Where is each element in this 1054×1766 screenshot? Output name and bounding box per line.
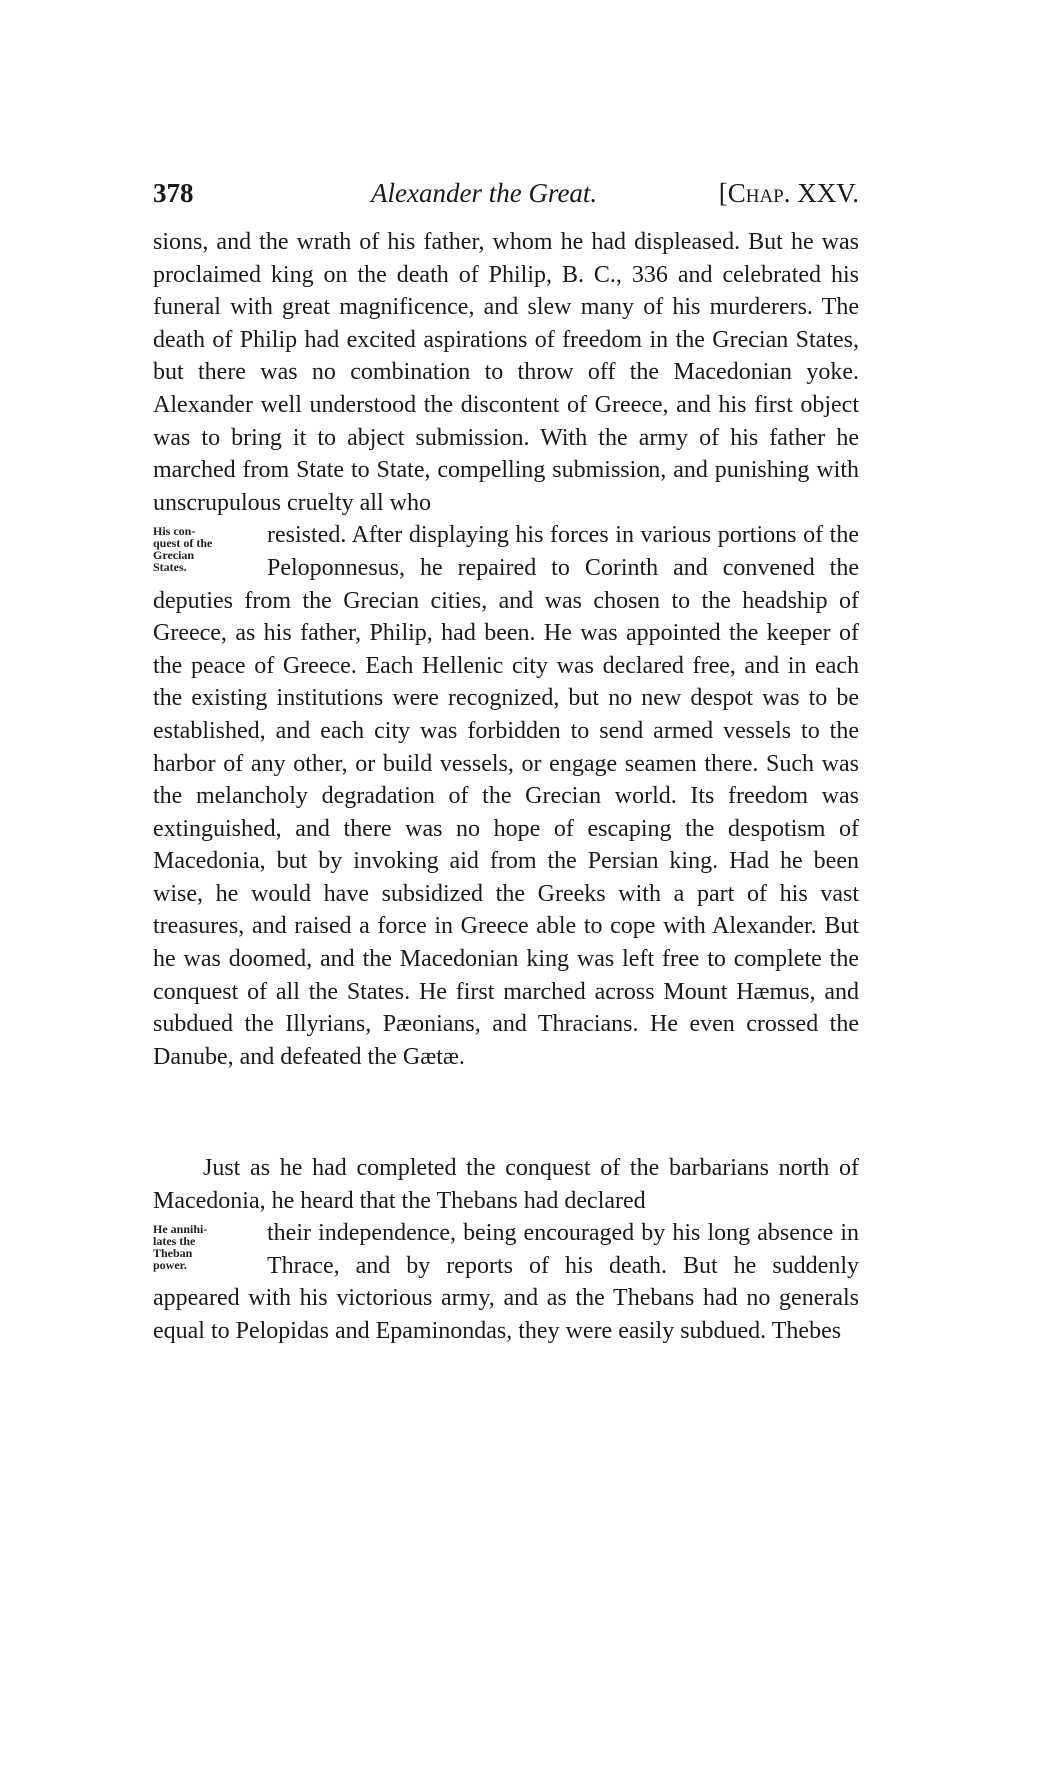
margin-note-conquest: His con- quest of the Grecian States. [153, 524, 213, 575]
running-header [153, 178, 859, 218]
paragraph-1-text-b: resisted. After displaying his forces in various portions of the Peloponnesus, he repaired to Corinth and convened the deputies from the Grecian cities, and was chosen to the headship of Greece, as his father, Philip, had been. He was appointed the keeper of the peace of Greece. Each Hellenic city was declared free, and in each the existing institutions were recognized, but no new despot was to be established, and each city was forbidden to send armed vessels to the harbor of any other, or build vessels, or engage seamen there. Such was the melancholy degradation of the Grecian world. Its freedom was extinguished, and there was no hope of escaping the despotism of Macedonia, but by invoking aid from the Persian king. Had he been wise, he would have subsidized the Greeks with a part of his vast treasures, and raised a force in Greece able to cope with Alexander. But he was doomed, and the Macedonian king was left free to complete the conquest of all the States. He first marched across Mount Hæmus, and subdued the Illyrians, Pæonians, and Thracians. He even crossed the Danube, and defeated the Gætæ. [153, 522, 859, 1070]
paragraph-2-text-a: Just as he had completed the conquest of the barbarians north of Macedonia, he heard that the Thebans had declared [153, 1155, 859, 1214]
paragraph-2-text-b: their independence, being encouraged by his long absence in Thrace, and by reports of his death. But he suddenly appeared with his victorious army, and as the Thebans had no generals equal to Pelopidas and Epaminondas, they were easily subdued. Thebes [153, 1220, 859, 1344]
running-title: Alexander the Great. [371, 178, 598, 208]
page-number: 378 [153, 178, 194, 208]
margin-note-theban: He annihi- lates the Theban power. [153, 1222, 208, 1273]
chapter-label: [Chap. XXV. [718, 178, 859, 208]
paragraph-1-text-a: sions, and the wrath of his father, whom he had displeased. But he was proclaimed king on the death of Philip, B. C., 336 and celebrated his funeral with great magnificence, and slew many of his murderers. The death of Philip had excited aspirations of freedom in the Grecian States, but there was no combination to throw off the Macedonian yoke. Alexander well understood the discontent of Greece, and his first object was to bring it to abject submission. With the army of his father he marched from State to State, compelling submission, and punishing with unscrupulous cruelty all who [153, 229, 859, 516]
paragraph-2 [153, 1152, 859, 1348]
paragraph-1 [153, 226, 859, 1073]
